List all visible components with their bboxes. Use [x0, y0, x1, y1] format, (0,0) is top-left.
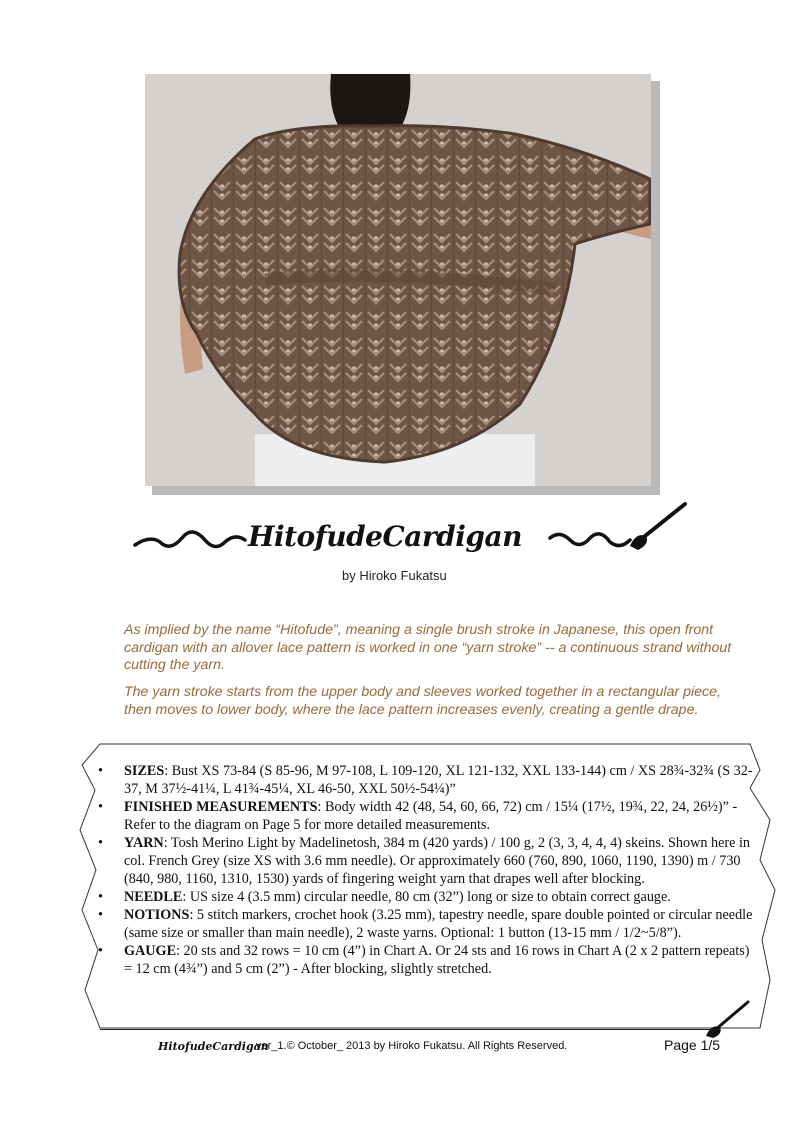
- spec-label: SIZES: [124, 763, 165, 779]
- spec-label: NOTIONS: [124, 907, 190, 923]
- spec-text: : 5 stitch markers, crochet hook (3.25 mm), tapestry needle, spare double pointed or circular needle (same size or smaller than main needle), 2 waste yarns. Optional: 1 button (13-15 mm / 1/2~5/8”).: [124, 907, 753, 941]
- spec-label: FINISHED MEASUREMENTS: [124, 799, 318, 815]
- spec-label: GAUGE: [124, 943, 177, 959]
- spec-text: : US size 4 (3.5 mm) circular needle, 80 cm (32”) long or size to obtain correct gauge.: [182, 889, 671, 905]
- author-byline: by Hiroko Fukatsu: [342, 568, 447, 583]
- spec-text: : Tosh Merino Light by Madelinetosh, 384 m (420 yards) / 100 g, 2 (3, 3, 4, 4, 4) skeins. Shown here in col. French Grey (size XS with 3.6 mm needle). Or approximately 660 (760, 890, 1060, 1190, 1390) m / 730 (840, 980, 1160, 1310, 1530) yards of fingering weight yarn that drapes well after blocking.: [124, 835, 750, 887]
- squiggle-left-icon: [135, 532, 245, 547]
- intro-paragraph: The yarn stroke starts from the upper body and sleeves worked together in a rectangular piece, then moves to lower body, where the lace pattern increases evenly, creating a gentle drape.: [124, 684, 721, 718]
- spec-text: : 20 sts and 32 rows = 10 cm (4”) in Chart A. Or 24 sts and 16 rows in Chart A (2 x 2 pattern repeats) = 12 cm (4¾”) and 5 cm (2”) - After blocking, slightly stretched.: [124, 943, 750, 977]
- paintbrush-icon: [706, 1002, 748, 1038]
- page-title: HitofudeCardigan: [248, 520, 522, 553]
- intro-paragraph: As implied by the name “Hitofude”, meaning a single brush stroke in Japanese, this open front cardigan with an allover lace pattern is worked in one “yarn stroke” -- a continuous strand without cutting the yarn.: [124, 622, 732, 673]
- spec-label: NEEDLE: [124, 889, 183, 905]
- knitted-cardigan-photo: [145, 74, 651, 486]
- spec-text: : Body width 42 (48, 54, 60, 66, 72) cm / 15¼ (17½, 19¾, 22, 24, 26½)” - Refer to the diagram on Page 5 for more detailed measurements.: [124, 799, 738, 833]
- footer-copyright: ver_1.© October_ 2013 by Hiroko Fukatsu. All Rights Reserved.: [256, 1040, 568, 1052]
- spec-item-finished-measurements: [96, 798, 756, 834]
- specs-list: [96, 762, 756, 978]
- spec-item-notions: [96, 906, 756, 942]
- spec-item-needle: [96, 888, 756, 906]
- spec-item-sizes: [96, 762, 756, 798]
- footer-divider: [100, 1029, 720, 1030]
- footer-title: HitofudeCardigan: [158, 1040, 269, 1053]
- spec-item-gauge: [96, 942, 756, 978]
- page-number: Page 1/5: [664, 1037, 721, 1053]
- spec-text: : Bust XS 73-84 (S 85-96, M 97-108, L 109-120, XL 121-132, XXL 133-144) cm / XS 28¾-32¾ (S 32-37, M 37½-41¼, L 41¾-45¼, XL 46-50, XXL 50½-54¼)”: [124, 763, 753, 797]
- cardigan-photo: [145, 74, 651, 486]
- spec-item-yarn: [96, 834, 756, 888]
- paintbrush-icon: [630, 504, 685, 550]
- squiggle-right-icon: [550, 534, 630, 546]
- spec-label: YARN: [124, 835, 164, 851]
